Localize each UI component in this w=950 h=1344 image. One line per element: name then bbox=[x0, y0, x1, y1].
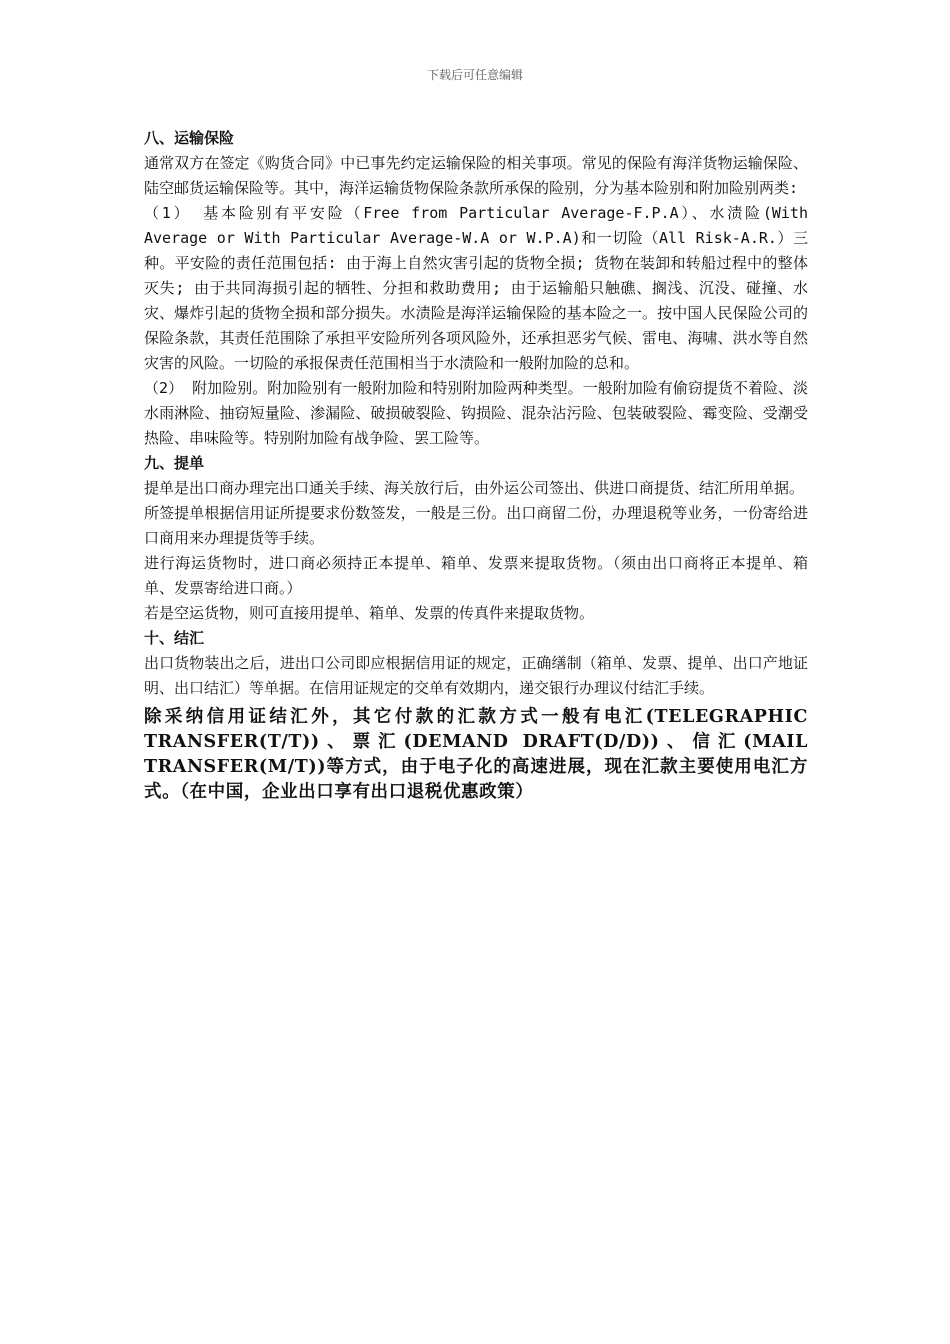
paragraph-air-freight: 若是空运货物，则可直接用提单、箱单、发票的传真件来提取货物。 bbox=[144, 604, 595, 622]
section-heading-settlement: 十、结汇 bbox=[144, 629, 205, 647]
paragraph-basic-coverage: （1） 基本险别有平安险（Free from Particular Average-F.P.A）、水渍险(With Average or With Particular Average-W.A or W.P.A)和一切险（All Risk-A.R.）三种。平安险的责任范围包括: 由于海上自然灾害引起的货物全损; 货物在装卸和转船过程中的整体灭失; 由于共同海损引起的牺牲、分担和救助费用; 由于运输船只触礁、搁浅、沉没、碰撞、水灾、爆炸引起的货物全损和部分损失。水渍险是海洋运输保险的基本险之一。按中国人民保险公司的保险条款，其责任范围除了承担平安险所列各项风险外，还承担恶劣气候、雷电、海啸、洪水等自然灾害的风险。一切险的承报保责任范围相当于水渍险和一般附加险的总和。 bbox=[144, 204, 808, 372]
paragraph-insurance-intro: 通常双方在签定《购货合同》中已事先约定运输保险的相关事项。常见的保险有海洋货物运输保险、陆空邮货运输保险等。其中，海洋运输货物保险条款所承保的险别，分为基本险别和附加险别两类: bbox=[144, 154, 808, 197]
paragraph-sea-freight: 进行海运货物时，进口商必须持正本提单、箱单、发票来提取货物。（须由出口商将正本提单、箱单、发票寄给进口商。） bbox=[144, 554, 808, 597]
document-body bbox=[144, 126, 808, 805]
section-heading-bill-of-lading: 九、提单 bbox=[144, 454, 205, 472]
paragraph-settlement-docs: 出口货物装出之后，进出口公司即应根据信用证的规定，正确缮制（箱单、发票、提单、出口产地证明、出口结汇）等单据。在信用证规定的交单有效期内，递交银行办理议付结汇手续。 bbox=[144, 654, 808, 697]
paragraph-additional-coverage: （2） 附加险别。附加险别有一般附加险和特别附加险两种类型。一般附加险有偷窃提货不着险、淡水雨淋险、抽窃短量险、渗漏险、破损破裂险、钩损险、混杂沾污险、包装破裂险、霉变险、受潮受热险、串味险等。特别附加险有战争险、罢工险等。 bbox=[144, 379, 808, 447]
paragraph-bill-definition: 提单是出口商办理完出口通关手续、海关放行后，由外运公司签出、供进口商提货、结汇所用单据。 bbox=[144, 479, 805, 497]
paragraph-remittance-methods: 除采纳信用证结汇外，其它付款的汇款方式一般有电汇(TELEGRAPHIC TRANSFER(T/T))、票汇(DEMAND DRAFT(D/D))、信汇(MAIL TRANSFER(M/T))等方式，由于电子化的高速进展，现在汇款主要使用电汇方式。（在中国，企业出口享有出口退税优惠政策） bbox=[144, 707, 808, 802]
page-header: 下载后可任意编辑 bbox=[426, 68, 523, 82]
paragraph-bill-copies: 所签提单根据信用证所提要求份数签发，一般是三份。出口商留二份，办理退税等业务，一份寄给进口商用来办理提货等手续。 bbox=[144, 504, 808, 547]
section-heading-transport-insurance: 八、运输保险 bbox=[144, 129, 235, 147]
